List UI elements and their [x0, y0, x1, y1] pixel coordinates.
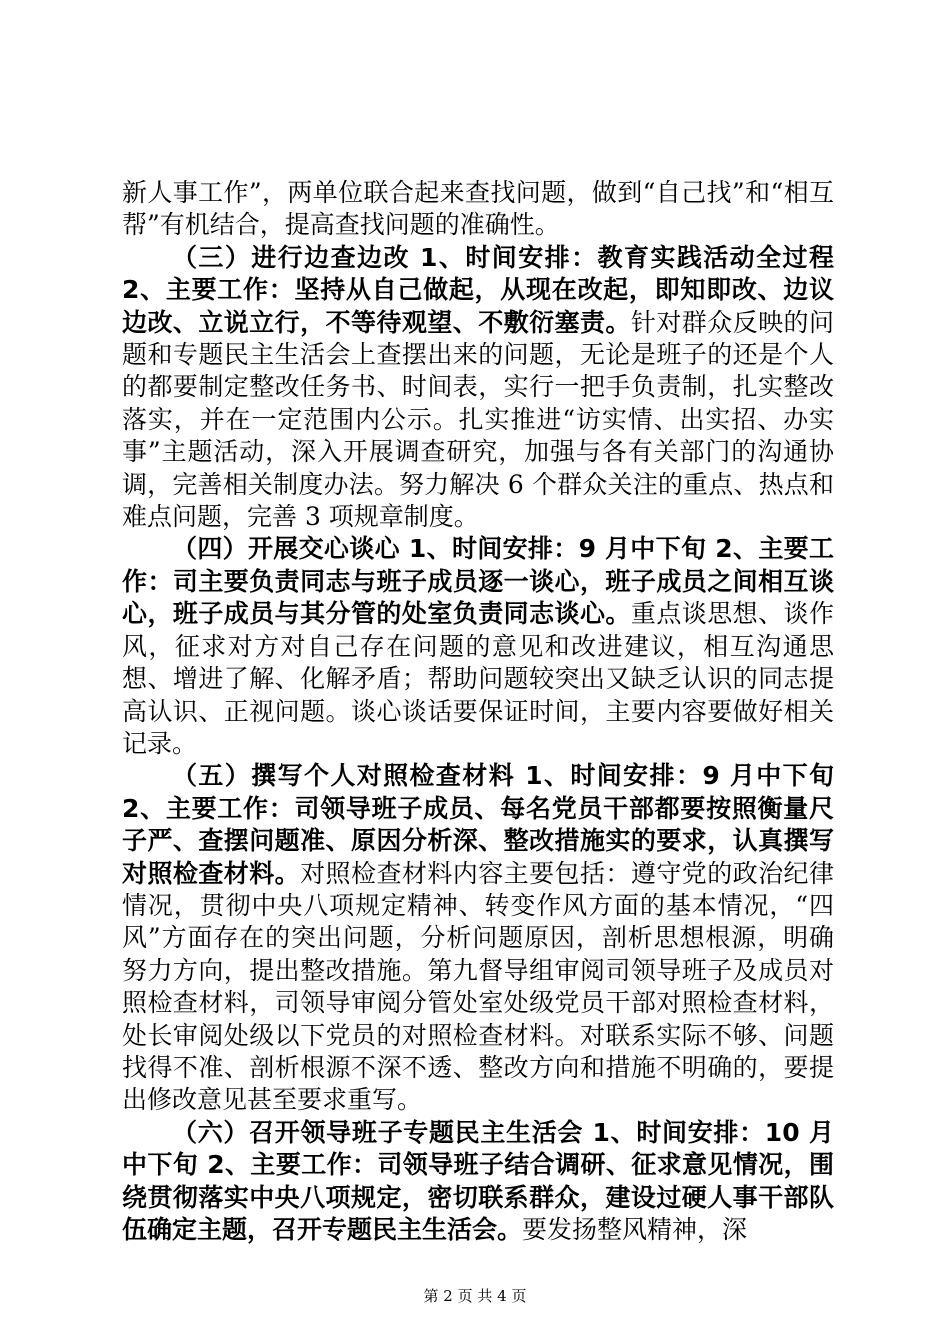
paragraph-text-run: 针对群众反映的问题和专题民主生活会上查摆出来的问题，无论是班子的还是个人的都要制定整改任务书、时间表，实行一把手负责制，扎实整改落实，并在一定范围内公示。扎实推进“访实情、出实招、办实事”主题活动，深入开展调查研究，加强与各有关部门的沟通协调，完善相关制度办法。努力解决 6 个群众关注的重点、热点和难点问题，完善 3 项规章制度。 [122, 307, 834, 532]
paragraph-heading-run: （四）开展交心谈心 1、时间安排：9 月中下旬 2、主要工作：司主要负责同志与班子成员逐一谈心，班子成员之间相互谈心，班子成员与其分管的处室负责同志谈心。 [122, 534, 834, 629]
paragraph-p4 [122, 1117, 834, 1247]
paragraph-p3 [122, 760, 834, 1116]
paragraph-p2 [122, 533, 834, 760]
paragraph-heading-run: （五）撰写个人对照检查材料 1、时间安排：9 月中下旬 2、主要工作：司领导班子成员、每名党员干部都要按照衡量尺子严、查摆问题准、原因分析深、整改措施实的要求，认真撰写对照检查材料。 [122, 761, 834, 888]
paragraph-text-run: 对照检查材料内容主要包括：遵守党的政治纪律情况，贯彻中央八项规定精神、转变作风方面的基本情况，“四风”方面存在的突出问题，分析问题原因，剖析思想根源，明确努力方向，提出整改措施。第九督导组审阅司领导班子及成员对照检查材料，司领导审阅分管处室处级党员干部对照检查材料，处长审阅处级以下党员的对照检查材料。对联系实际不够、问题找得不准、剖析根源不深不透、整改方向和措施不明确的，要提出修改意见甚至要求重写。 [122, 858, 834, 1115]
paragraph-p1 [122, 242, 834, 534]
paragraph-text-run: 重点谈思想、谈作风，征求对方对自己存在问题的意见和改进建议，相互沟通思想、增进了解、化解矛盾；帮助问题较突出又缺乏认识的同志提高认识、正视问题。谈心谈话要保证时间，主要内容要做好相关记录。 [122, 599, 834, 758]
paragraph-text-run: 要发扬整风精神，深 [522, 1215, 748, 1244]
document-body [122, 177, 834, 1246]
paragraph-p0 [122, 177, 834, 242]
page-footer: 第 2 页 共 4 页 [423, 1287, 527, 1305]
paragraph-text-run: 新人事工作”，两单位联合起来查找问题，做到“自己找”和“相互帮”有机结合，提高查找问题的准确性。 [122, 178, 834, 240]
paragraph-heading-run: （六）召开领导班子专题民主生活会 1、时间安排：10 月中下旬 2、主要工作：司领导班子结合调研、征求意见情况，围绕贯彻落实中央八项规定，密切联系群众，建设过硬人事干部队伍确定主题，召开专题民主生活会。 [122, 1117, 834, 1244]
paragraph-heading-run: （三）进行边查边改 1、时间安排：教育实践活动全过程 2、主要工作：坚持从自己做起，从现在改起，即知即改、边议边改、立说立行，不等待观望、不敷衍塞责。 [122, 242, 834, 337]
